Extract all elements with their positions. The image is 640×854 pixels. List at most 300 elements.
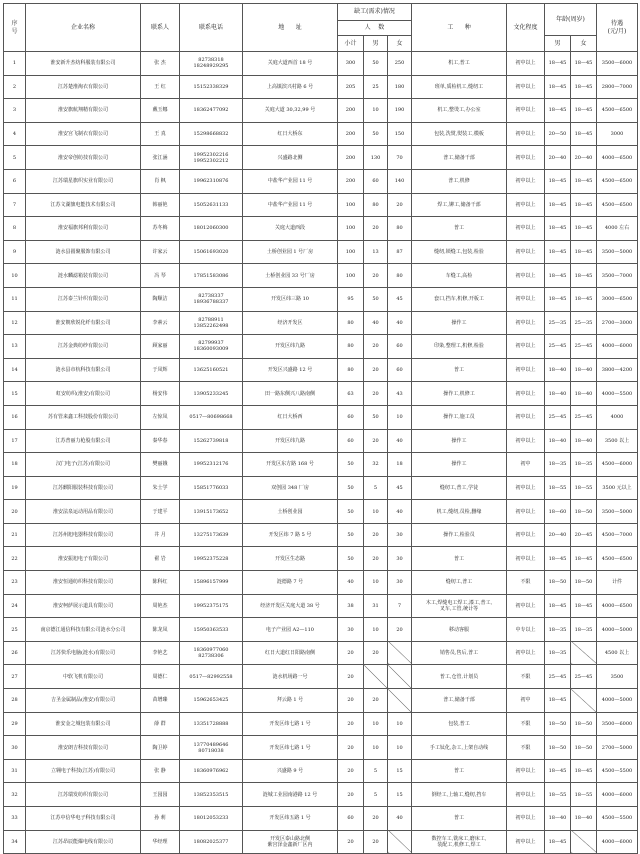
company-address: 涟水机场路一号 [243, 665, 338, 689]
contact-phone: 13275173639 [180, 523, 243, 547]
demand-subtotal: 200 [338, 122, 364, 146]
company-name: 立翱电子科技(江苏)有限公司 [26, 759, 141, 783]
education-requirement: 初中以上 [507, 547, 545, 571]
table-row [4, 453, 638, 477]
company-name: 淮安宫飞制衣有限公司 [26, 122, 141, 146]
age-range-female: 25—45 [571, 665, 597, 689]
contact-phone: 18082025377 [180, 830, 243, 854]
job-types: 销售员,售后,普工 [412, 641, 507, 665]
demand-subtotal: 40 [338, 571, 364, 595]
demand-subtotal: 200 [338, 99, 364, 123]
education-requirement: 不限 [507, 736, 545, 760]
row-number: 18 [4, 453, 26, 477]
demand-female: 10 [388, 405, 412, 429]
salary: 3500 元以上 [597, 476, 638, 500]
salary: 计件 [597, 571, 638, 595]
contact-person: 张江涵 [141, 146, 180, 170]
demand-female: 40 [388, 807, 412, 831]
table-row [4, 618, 638, 642]
demand-female: 30 [388, 547, 412, 571]
contact-phone: 15851776033 [180, 476, 243, 500]
contact-person: 戴玉娜 [141, 99, 180, 123]
demand-male: 20 [364, 830, 388, 854]
table-row [4, 217, 638, 241]
company-address: 土桥创业园 1 号厂房 [243, 240, 338, 264]
contact-person: 薛 群 [141, 712, 180, 736]
demand-male: 20 [364, 807, 388, 831]
company-name: 江苏瑞发纺织有限公司 [26, 783, 141, 807]
age-range-male: 18—45 [545, 217, 571, 241]
job-types: 机工,整烫工,办公室 [412, 99, 507, 123]
row-number: 28 [4, 689, 26, 713]
education-requirement: 不限 [507, 712, 545, 736]
demand-male: 20 [364, 358, 388, 382]
job-types: 普工 [412, 547, 507, 571]
row-number: 32 [4, 783, 26, 807]
education-requirement: 初中以上 [507, 287, 545, 311]
table-row [4, 335, 638, 359]
age-range-male: 18—40 [545, 429, 571, 453]
age-range-female: 18—50 [571, 712, 597, 736]
demand-female: 150 [388, 122, 412, 146]
education-requirement: 初中以上 [507, 830, 545, 854]
age-range-male: 18—45 [545, 240, 571, 264]
contact-person: 于建平 [141, 500, 180, 524]
education-requirement: 初中以上 [507, 52, 545, 76]
company-address: 开发区纬 7 路 5 号 [243, 523, 338, 547]
company-name: 江苏文湖旗电能技术有限公司 [26, 193, 141, 217]
company-name: 南京德江通信科技有限公司涟水分公司 [26, 618, 141, 642]
salary: 4000—6000 [597, 783, 638, 807]
demand-female: 60 [388, 335, 412, 359]
company-name: 淮安朗吉科技有限公司 [26, 736, 141, 760]
job-types: 木工,焊缝电工焊工,漆工,普工, 叉车,工管,统计等 [412, 594, 507, 618]
demand-male: 80 [364, 193, 388, 217]
header-people: 人 数 [338, 21, 412, 36]
age-range-male: 18—45 [545, 759, 571, 783]
contact-person: 李素云 [141, 311, 180, 335]
header-phone: 联系电话 [180, 4, 243, 52]
contact-phone: 18012060300 [180, 217, 243, 241]
contact-person: 翟 岩 [141, 547, 180, 571]
salary: 3500—7000 [597, 264, 638, 288]
contact-person: 李艳艺 [141, 641, 180, 665]
contact-phone: 15061693020 [180, 240, 243, 264]
company-name: 淮安法泉运动用品有限公司 [26, 500, 141, 524]
company-name: 江苏泰兰针织有限公司 [26, 287, 141, 311]
row-number: 11 [4, 287, 26, 311]
age-range-male: 18—60 [545, 500, 571, 524]
company-address: 中盐华产业园 11 号 [243, 193, 338, 217]
contact-phone: 18360976962 [180, 759, 243, 783]
table-row [4, 146, 638, 170]
salary: 2700—5000 [597, 736, 638, 760]
salary: 4500—6500 [597, 547, 638, 571]
contact-phone: 15962653425 [180, 689, 243, 713]
contact-phone: 19952312176 [180, 453, 243, 477]
demand-female: 20 [388, 618, 412, 642]
demand-male: 10 [364, 618, 388, 642]
education-requirement: 初中以上 [507, 122, 545, 146]
contact-person: 苏冬梅 [141, 217, 180, 241]
demand-male: 32 [364, 453, 388, 477]
age-range-female: 18—45 [571, 122, 597, 146]
salary: 3800—4200 [597, 358, 638, 382]
row-number: 29 [4, 712, 26, 736]
contact-person: 韩丽艳 [141, 193, 180, 217]
header-age-male: 男 [545, 36, 571, 52]
table-row [4, 500, 638, 524]
education-requirement: 初中以上 [507, 807, 545, 831]
row-number: 13 [4, 335, 26, 359]
job-types: 普工 [412, 759, 507, 783]
age-range-female: 18—55 [571, 783, 597, 807]
salary: 4000—6000 [597, 335, 638, 359]
table-row [4, 382, 638, 406]
age-range-male: 18—45 [545, 169, 571, 193]
job-types: 普工,储备干部 [412, 146, 507, 170]
table-row [4, 807, 638, 831]
company-name: 江苏州旭电器科技有限公司 [26, 523, 141, 547]
contact-phone: 0517—80698668 [180, 405, 243, 429]
demand-female [388, 665, 412, 689]
company-name: 江苏普丽力枪股有限公司 [26, 429, 141, 453]
header-subtotal: 小计 [338, 36, 364, 52]
company-address: 开发区纬九路 [243, 335, 338, 359]
table-row [4, 75, 638, 99]
table-row [4, 547, 638, 571]
salary: 4000 [597, 405, 638, 429]
contact-phone: 82799937 18360093009 [180, 335, 243, 359]
age-range-male: 25—45 [545, 405, 571, 429]
contact-person: 井 月 [141, 523, 180, 547]
salary: 3000—6500 [597, 287, 638, 311]
salary: 3500—5000 [597, 240, 638, 264]
company-address: 中盐华产业园 11 号 [243, 169, 338, 193]
demand-subtotal: 20 [338, 712, 364, 736]
salary: 4500—6500 [597, 99, 638, 123]
row-number: 3 [4, 99, 26, 123]
demand-female: 80 [388, 217, 412, 241]
contact-phone: 13915173652 [180, 500, 243, 524]
demand-male: 20 [364, 217, 388, 241]
company-address: 开发区纬三路 10 [243, 287, 338, 311]
age-range-female: 18—45 [571, 217, 597, 241]
contact-phone: 13905233245 [180, 382, 243, 406]
age-range-female: 18—35 [571, 453, 597, 477]
contact-person: 冯 琴 [141, 264, 180, 288]
education-requirement: 初中以上 [507, 759, 545, 783]
row-number: 9 [4, 240, 26, 264]
row-number: 33 [4, 807, 26, 831]
age-range-female: 18—50 [571, 500, 597, 524]
age-range-male: 18—45 [545, 287, 571, 311]
demand-subtotal: 60 [338, 405, 364, 429]
age-range-female: 18—45 [571, 240, 597, 264]
job-types: 包装,洗熨,熨装工,模板 [412, 122, 507, 146]
header-education: 文化程度 [507, 4, 545, 52]
demand-female: 80 [388, 264, 412, 288]
demand-female: 180 [388, 75, 412, 99]
job-types: 普工 [412, 807, 507, 831]
contact-phone: 19962310876 [180, 169, 243, 193]
company-address: 田一路东侧兴八路南侧 [243, 382, 338, 406]
salary: 3500—5000 [597, 500, 638, 524]
job-types: 缝纫工,普工,学徒 [412, 476, 507, 500]
demand-subtotal: 100 [338, 193, 364, 217]
row-number: 4 [4, 122, 26, 146]
age-range-male: 18—35 [545, 618, 571, 642]
job-types: 操作工,检验员 [412, 523, 507, 547]
demand-male: 25 [364, 75, 388, 99]
age-range-male: 18—50 [545, 736, 571, 760]
job-types: 焊工,铆工,储备干部 [412, 193, 507, 217]
age-range-female: 18—45 [571, 193, 597, 217]
age-range-female: 18—45 [571, 759, 597, 783]
company-name: 江苏金典纺纱有限公司 [26, 335, 141, 359]
salary: 3500 以上 [597, 429, 638, 453]
demand-female: 70 [388, 146, 412, 170]
row-number: 7 [4, 193, 26, 217]
company-name: 淮安柯萨展示道具有限公司 [26, 594, 141, 618]
age-range-female: 18—45 [571, 547, 597, 571]
company-name: 淮安帝创纺技有限公司 [26, 146, 141, 170]
salary: 4000 左右 [597, 217, 638, 241]
education-requirement: 初中以上 [507, 594, 545, 618]
demand-female: 30 [388, 571, 412, 595]
salary: 4000—6000 [597, 830, 638, 854]
job-types: 机工,普工 [412, 52, 507, 76]
row-number: 19 [4, 476, 26, 500]
demand-female: 10 [388, 712, 412, 736]
salary: 4500 以上 [597, 641, 638, 665]
company-address: 涟德路 7 号 [243, 571, 338, 595]
company-address: 涟城工业园南港路 12 号 [243, 783, 338, 807]
demand-female: 60 [388, 358, 412, 382]
contact-person: 陶顺洁 [141, 287, 180, 311]
contact-person: 王 红 [141, 75, 180, 99]
age-range-female: 20—45 [571, 523, 597, 547]
age-range-male: 18—45 [545, 830, 571, 854]
age-range-female [571, 641, 597, 665]
demand-subtotal: 50 [338, 547, 364, 571]
education-requirement: 初中以上 [507, 500, 545, 524]
row-number: 5 [4, 146, 26, 170]
company-address: 开发区生态路 [243, 547, 338, 571]
age-range-male: 18—45 [545, 689, 571, 713]
salary: 2700—3000 [597, 311, 638, 335]
age-range-male: 18—35 [545, 641, 571, 665]
company-address: 红日大道红日阳路南侧 [243, 641, 338, 665]
contact-phone: 13852353515 [180, 783, 243, 807]
job-types: 班单,质检机工,缝纫工 [412, 75, 507, 99]
age-range-male: 18—50 [545, 712, 571, 736]
company-address: 土桥创业园 33 号厂房 [243, 264, 338, 288]
demand-subtotal: 100 [338, 240, 364, 264]
header-row-1 [4, 4, 638, 21]
contact-phone: 15262739818 [180, 429, 243, 453]
demand-female [388, 641, 412, 665]
row-number: 25 [4, 618, 26, 642]
education-requirement: 初中以上 [507, 335, 545, 359]
demand-female: 190 [388, 99, 412, 123]
demand-male: 20 [364, 547, 388, 571]
company-name: 淮安振旭电子有限公司 [26, 547, 141, 571]
demand-subtotal: 200 [338, 146, 364, 170]
company-name: 江苏昂辰能爆电线有限公司 [26, 830, 141, 854]
education-requirement: 不限 [507, 665, 545, 689]
contact-phone: 15152338329 [180, 75, 243, 99]
demand-male: 20 [364, 264, 388, 288]
age-range-male: 18—45 [545, 547, 571, 571]
demand-female: 40 [388, 500, 412, 524]
job-types: 操作工 [412, 429, 507, 453]
job-types: 缝纫工,普工 [412, 571, 507, 595]
company-name: 江苏楚淮淘衣有限公司 [26, 75, 141, 99]
demand-male: 20 [364, 689, 388, 713]
demand-female: 10 [388, 736, 412, 760]
company-name: 江苏中信华电子科技有限公司 [26, 807, 141, 831]
age-range-female: 18—40 [571, 382, 597, 406]
contact-person: 陈科红 [141, 571, 180, 595]
company-address: 开发区泰山路北侧 紫宫泽金鑫新厂区内 [243, 830, 338, 854]
contact-person: 肖 枫 [141, 169, 180, 193]
education-requirement: 初中以上 [507, 641, 545, 665]
company-address: 关庭大道 30,32,99 号 [243, 99, 338, 123]
education-requirement: 初中 [507, 453, 545, 477]
job-types: 普工 [412, 358, 507, 382]
row-number: 21 [4, 523, 26, 547]
job-types: 普工,机修 [412, 169, 507, 193]
demand-male: 20 [364, 523, 388, 547]
demand-male: 20 [364, 335, 388, 359]
demand-subtotal: 100 [338, 264, 364, 288]
row-number: 27 [4, 665, 26, 689]
row-number: 12 [4, 311, 26, 335]
demand-male: 50 [364, 287, 388, 311]
demand-male: 20 [364, 641, 388, 665]
education-requirement: 初中以上 [507, 75, 545, 99]
company-address: 开发区纬九路 [243, 429, 338, 453]
demand-subtotal: 60 [338, 429, 364, 453]
demand-subtotal: 50 [338, 523, 364, 547]
demand-male: 20 [364, 429, 388, 453]
contact-person: 周德仁 [141, 665, 180, 689]
job-types: 操作工 [412, 453, 507, 477]
table-row [4, 571, 638, 595]
table-row [4, 712, 638, 736]
contact-phone: 18012053233 [180, 807, 243, 831]
age-range-female: 18—40 [571, 429, 597, 453]
contact-phone: 82738337 18936788337 [180, 287, 243, 311]
company-name: 涟水县市杭科技有限公司 [26, 358, 141, 382]
company-name: 中软飞机有限公司 [26, 665, 141, 689]
row-number: 16 [4, 405, 26, 429]
demand-female: 15 [388, 759, 412, 783]
demand-subtotal: 205 [338, 75, 364, 99]
demand-female: 45 [388, 476, 412, 500]
demand-subtotal: 80 [338, 335, 364, 359]
contact-phone: 19952375228 [180, 547, 243, 571]
row-number: 20 [4, 500, 26, 524]
company-address: 红日大桥东 [243, 122, 338, 146]
education-requirement: 初中以上 [507, 311, 545, 335]
demand-female: 40 [388, 311, 412, 335]
table-row [4, 358, 638, 382]
demand-subtotal: 300 [338, 52, 364, 76]
table-row [4, 736, 638, 760]
header-address: 地 址 [243, 4, 338, 52]
row-number: 1 [4, 52, 26, 76]
demand-male: 50 [364, 122, 388, 146]
age-range-male: 25—45 [545, 335, 571, 359]
company-name: 淮安新升杰纺科服装有限公司 [26, 52, 141, 76]
education-requirement: 初中以上 [507, 146, 545, 170]
contact-person: 秦华春 [141, 429, 180, 453]
table-row [4, 311, 638, 335]
contact-phone: 15896157999 [180, 571, 243, 595]
company-address: 红日大桥西 [243, 405, 338, 429]
demand-female: 7 [388, 594, 412, 618]
table-row [4, 429, 638, 453]
contact-person: 王园园 [141, 783, 180, 807]
education-requirement: 初中以上 [507, 264, 545, 288]
job-types: 普工 [412, 217, 507, 241]
company-address: 关庭大道西首 18 号 [243, 52, 338, 76]
table-row [4, 783, 638, 807]
company-name: 淮安恒通纺织科技有限公司 [26, 571, 141, 595]
demand-female: 250 [388, 52, 412, 76]
education-requirement: 初中以上 [507, 523, 545, 547]
salary: 4500—6500 [597, 193, 638, 217]
age-range-female: 20—40 [571, 146, 597, 170]
company-address: 兴盛路北侧 [243, 146, 338, 170]
job-types: 印染,整理工,机修,检验 [412, 335, 507, 359]
salary: 3500 [597, 665, 638, 689]
demand-female: 43 [388, 382, 412, 406]
age-range-male: 18—55 [545, 476, 571, 500]
demand-subtotal: 20 [338, 759, 364, 783]
job-types: 手工钛化,杂工,上架自动线 [412, 736, 507, 760]
age-range-female: 18—40 [571, 358, 597, 382]
contact-phone: 15298668832 [180, 122, 243, 146]
row-number: 2 [4, 75, 26, 99]
contact-person: 张 杰 [141, 52, 180, 76]
age-range-female: 25—45 [571, 335, 597, 359]
contact-person: 顾家丽 [141, 335, 180, 359]
contact-person: 左惊凤 [141, 405, 180, 429]
demand-subtotal: 200 [338, 169, 364, 193]
header-age-female: 女 [571, 36, 597, 52]
company-name: 淮安福旗邦利有限公司 [26, 217, 141, 241]
contact-phone: 82788911 13852262498 [180, 311, 243, 335]
table-row [4, 122, 638, 146]
company-name: 江苏瑞星旗织实业有限公司 [26, 169, 141, 193]
contact-person: 朱士学 [141, 476, 180, 500]
table-row [4, 641, 638, 665]
demand-subtotal: 80 [338, 358, 364, 382]
company-name: 江苏快乐电脑(涟水)有限公司 [26, 641, 141, 665]
company-name: 淮安朝欣锐化纤有限公司 [26, 311, 141, 335]
contact-person: 苗增臻 [141, 689, 180, 713]
demand-subtotal: 50 [338, 500, 364, 524]
contact-phone: 13770489646 80718038 [180, 736, 243, 760]
company-address: 开发区纬七路 1 号 [243, 736, 338, 760]
company-name: 汉门电子(江苏)有限公司 [26, 453, 141, 477]
education-requirement: 初中以上 [507, 358, 545, 382]
table-row [4, 523, 638, 547]
table-row [4, 193, 638, 217]
